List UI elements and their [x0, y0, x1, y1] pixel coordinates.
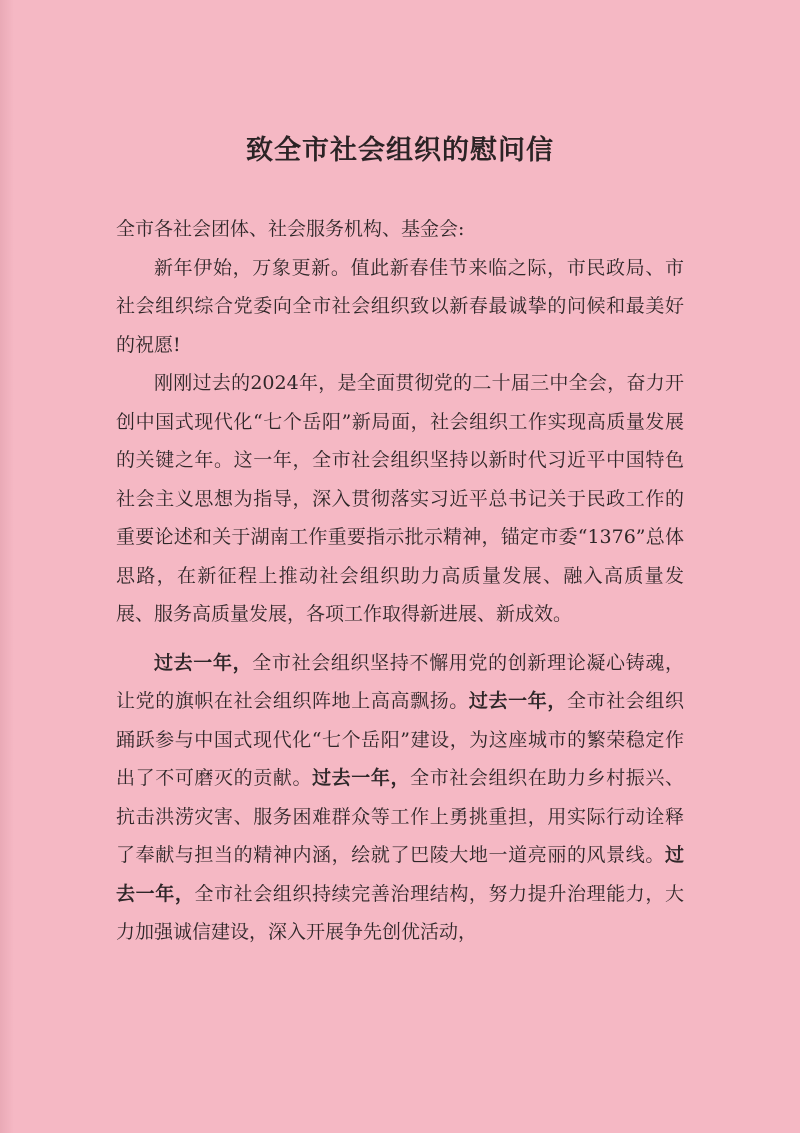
highlight-past-year: 过去一年， [154, 651, 253, 674]
highlight-past-year: 过去一年， [312, 767, 411, 789]
scan-shadow-edge [0, 0, 14, 1133]
highlight-past-year: 过去一年， [468, 690, 567, 712]
past-year-segment: 全市社会组织坚持不懈用党的创新理论凝心铸魂，让党的旗帜在社会组织阵地上高高飘扬。 [116, 651, 684, 712]
page-title: 致全市社会组织的慰问信 [246, 135, 554, 166]
salutation: 全市各社会团体、社会服务机构、基金会: [116, 218, 465, 240]
past-year-segment: 全市社会组织在助力乡村振兴、抗击洪涝灾害、服务困难群众等工作上勇挑重担，用实际行动诠释了奉献与担当的精神内涵，绘就了巴陵大地一道亮丽的风景线。 [116, 767, 684, 866]
paragraph-past-year [116, 644, 684, 952]
paragraph-review: 刚刚过去的2024年，是全面贯彻党的二十届三中全会，奋力开创中国式现代化“七个岳阳”新局面，社会组织工作实现高质量发展的关键之年。这一年，全市社会组织坚持以新时代习近平中国特色社会主义思想为指导，深入贯彻落实习近平总书记关于民政工作的重要论述和关于湖南工作重要指示批示精神，锚定市委“1376”总体思路，在新征程上推动社会组织助力高质量发展、融入高质量发展、服务高质量发展，各项工作取得新进展、新成效。 [116, 372, 684, 625]
paragraph-greeting: 新年伊始，万象更新。值此新春佳节来临之际，市民政局、市社会组织综合党委向全市社会组织致以新春最诚挚的问候和最美好的祝愿! [116, 256, 684, 356]
past-year-segment: 全市社会组织踊跃参与中国式现代化“七个岳阳”建设，为这座城市的繁荣稳定作出了不可磨灭的贡献。 [116, 690, 684, 789]
letter-body [116, 210, 684, 952]
highlight-past-year: 过去一年， [116, 844, 684, 905]
past-year-segment: 全市社会组织持续完善治理结构，努力提升治理能力，大力加强诚信建设，深入开展争先创优活动， [116, 882, 684, 943]
